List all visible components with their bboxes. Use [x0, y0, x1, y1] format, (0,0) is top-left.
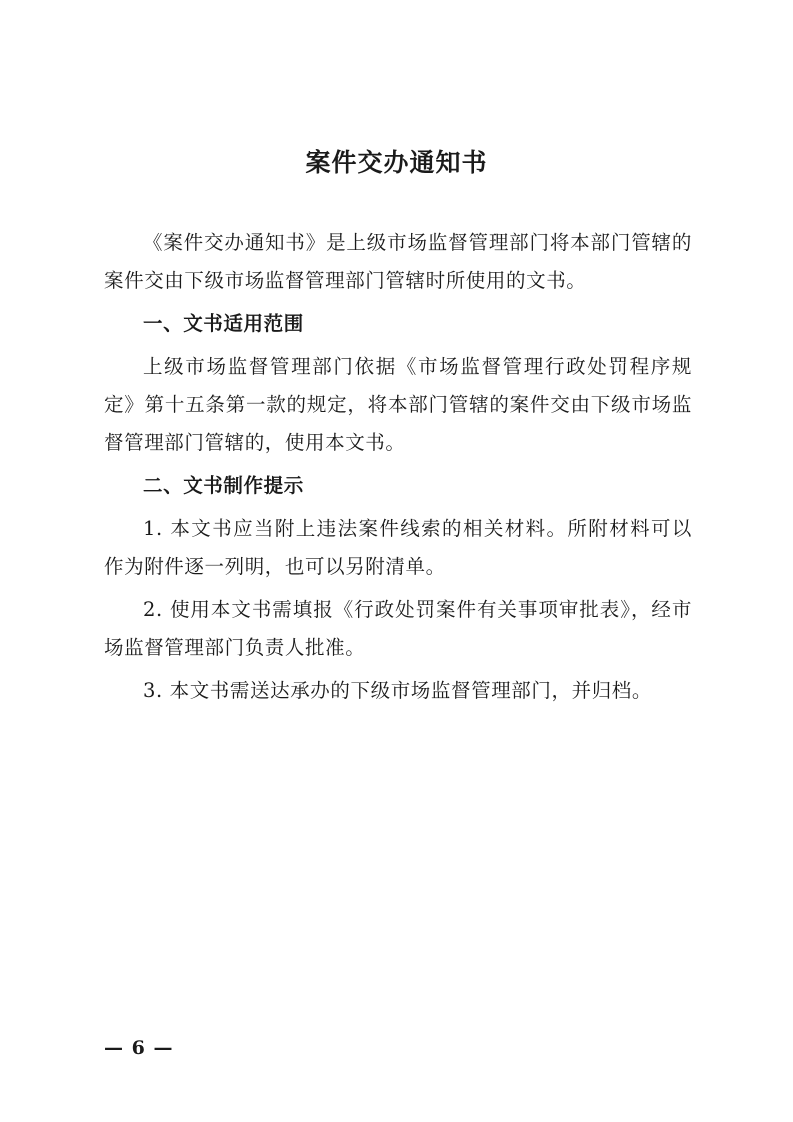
tip-item-1: 1. 本文书应当附上违法案件线索的相关材料。所附材料可以作为附件逐一列明，也可以另附清单。 [104, 517, 692, 578]
document-title: 案件交办通知书 [305, 148, 488, 177]
section-heading-tips: 二、文书制作提示 [143, 474, 304, 497]
tip-item-3: 3. 本文书需送达承办的下级市场监督管理部门，并归档。 [143, 679, 653, 702]
page-number: — 6 — [104, 1037, 174, 1059]
tip-item-2: 2. 使用本文书需填报《行政处罚案件有关事项审批表》，经市场监督管理部门负责人批准。 [104, 598, 692, 659]
section-heading-scope: 一、文书适用范围 [143, 312, 304, 335]
scope-paragraph: 上级市场监督管理部门依据《市场监督管理行政处罚程序规定》第十五条第一款的规定，将本部门管辖的案件交由下级市场监督管理部门管辖的，使用本文书。 [104, 355, 692, 454]
document-body [104, 224, 692, 710]
intro-paragraph: 《案件交办通知书》是上级市场监督管理部门将本部门管辖的案件交由下级市场监督管理部门管辖时所使用的文书。 [104, 231, 692, 292]
